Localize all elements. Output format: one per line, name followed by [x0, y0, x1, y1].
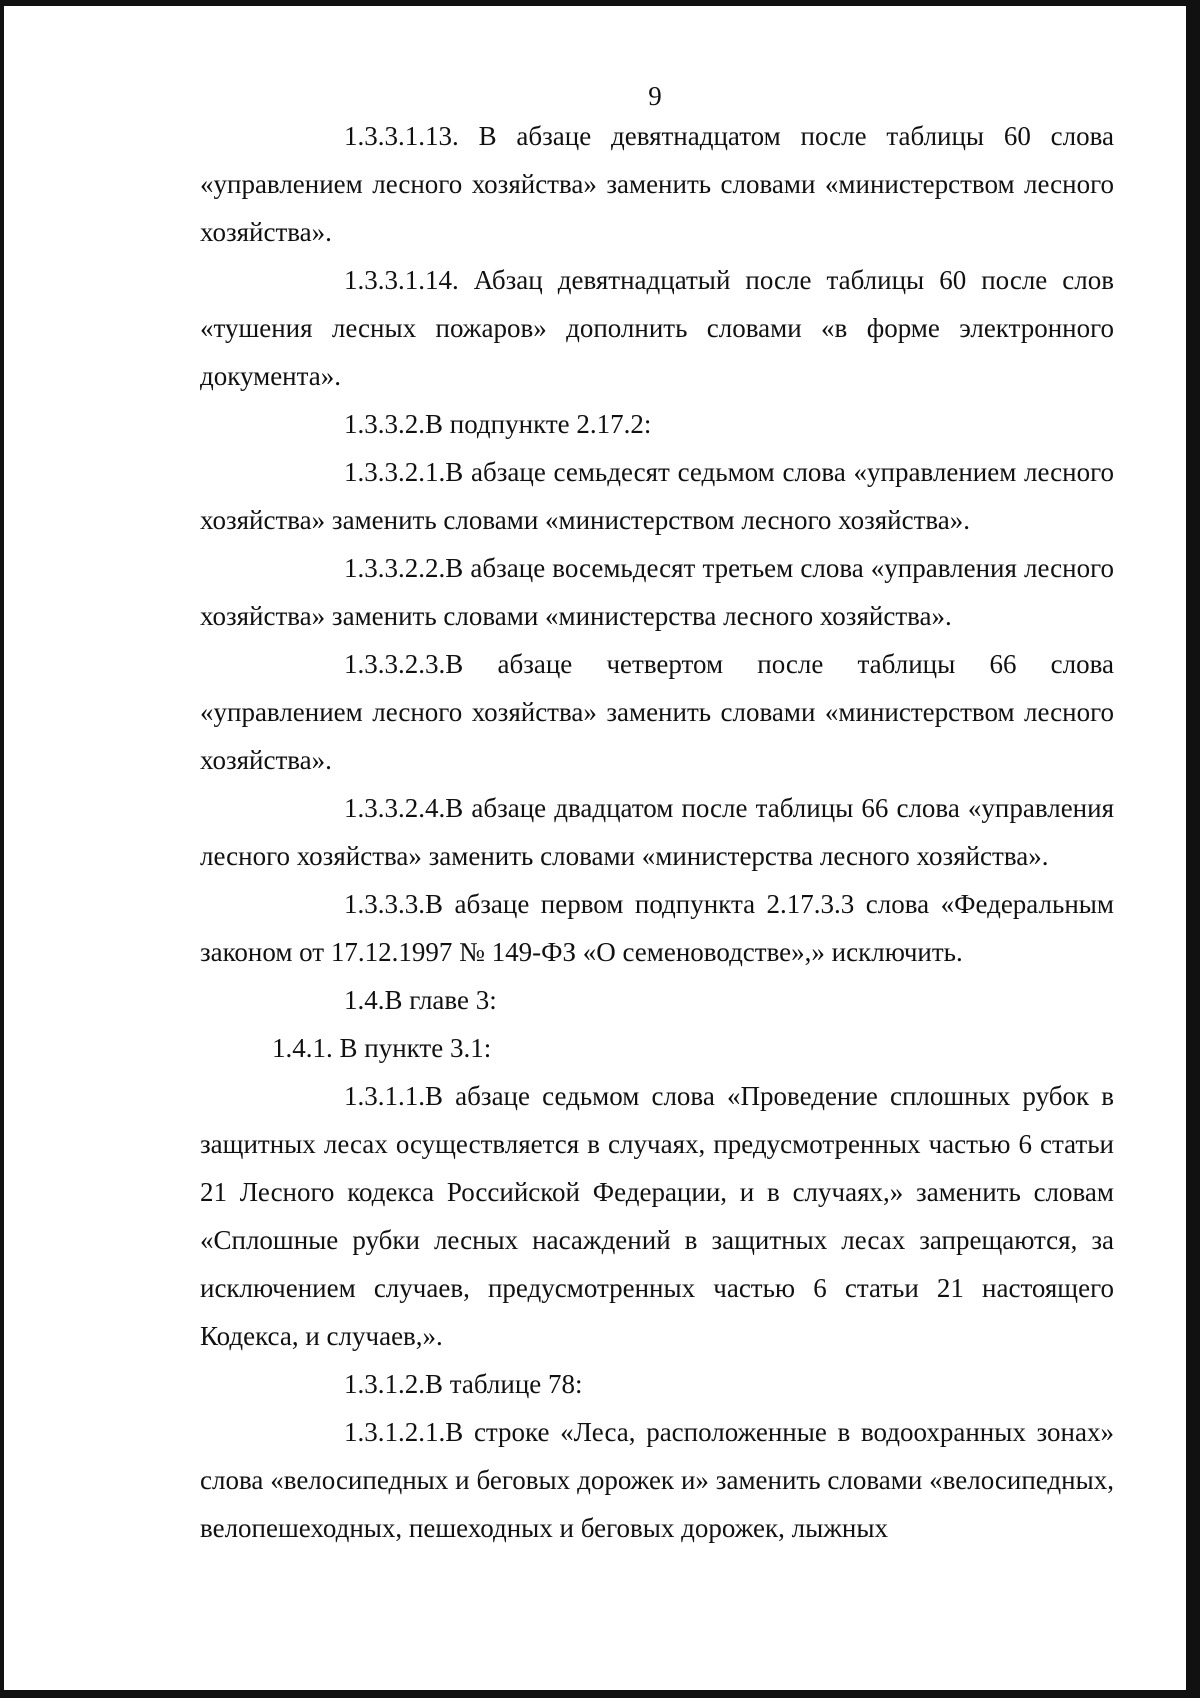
paragraph-2	[200, 256, 1114, 400]
paragraph-text: В таблице 78:	[425, 1369, 583, 1399]
paragraph-number: 1.3.1.2.	[344, 1369, 425, 1399]
paragraph-text: В пункте 3.1:	[339, 1033, 492, 1063]
paragraph-11	[200, 1072, 1114, 1360]
paragraph-number: 1.3.3.2.4.	[344, 793, 446, 823]
paragraph-13	[200, 1408, 1114, 1552]
paragraph-number: 1.3.1.2.1.	[344, 1417, 446, 1447]
paragraph-text: Абзац девятнадцатый после таблицы 60 после слов «тушения лесных пожаров» дополнить словами «в форме электронного документа».	[200, 265, 1115, 391]
paragraph-number: 1.4.	[344, 985, 385, 1015]
paragraph-9	[200, 976, 1114, 1024]
paragraph-number: 1.3.3.2.1.	[344, 457, 446, 487]
page-number: 9	[648, 81, 662, 111]
paragraph-4	[200, 448, 1114, 544]
paragraph-5	[200, 544, 1114, 640]
paragraph-12	[200, 1360, 1114, 1408]
paragraph-6	[200, 640, 1114, 784]
paragraph-number: 1.3.3.2.2.	[344, 553, 446, 583]
paragraph-text: В абзаце восемьдесят третьем слова «управления лесного хозяйства» заменить словами «министерства лесного хозяйства».	[200, 553, 1114, 631]
paragraph-number: 1.3.3.2.3.	[344, 649, 446, 679]
paragraph-number: 1.3.3.1.13.	[344, 121, 459, 151]
paragraph-text: В абзаце четвертом после таблицы 66 слова «управлением лесного хозяйства» заменить словами «министерством лесного хозяйства».	[200, 649, 1114, 775]
paragraph-text: В абзаце девятнадцатом после таблицы 60 слова «управлением лесного хозяйства» заменить словами «министерством лесного хозяйства».	[200, 121, 1115, 247]
paragraph-text: В абзаце седьмом слова «Проведение сплошных рубок в защитных лесах осуществляется в случаях, предусмотренных частью 6 статьи 21 Лесного кодекса Российской Федерации, и в случаях,» заменить словам «Сплошные рубки лесных насаждений в защитных лесах запрещаются, за исключением случаев, предусмотренных частью 6 статьи 21 настоящего Кодекса, и случаев,».	[200, 1081, 1114, 1351]
paragraph-number: 1.3.3.2.	[344, 409, 425, 439]
paragraph-text: В абзаце семьдесят седьмом слова «управлением лесного хозяйства» заменить словами «министерством лесного хозяйства».	[200, 457, 1114, 535]
paragraph-10	[200, 1024, 1114, 1072]
paragraph-7	[200, 784, 1114, 880]
paragraph-number: 1.4.1.	[272, 1033, 333, 1063]
paragraph-text: В подпункте 2.17.2:	[425, 409, 652, 439]
paragraph-8	[200, 880, 1114, 976]
paragraph-number: 1.3.3.1.14.	[344, 265, 459, 295]
paragraph-3	[200, 400, 1114, 448]
paragraph-text: В абзаце первом подпункта 2.17.3.3 слова «Федеральным законом от 17.12.1997 № 149-ФЗ «О семеноводстве»,» исключить.	[200, 889, 1114, 967]
paragraph-number: 1.3.1.1.	[344, 1081, 425, 1111]
paragraph-text: В строке «Леса, расположенные в водоохранных зонах» слова «велосипедных и беговых дорожек и» заменить словами «велосипедных, велопешеходных, пешеходных и беговых дорожек, лыжных	[200, 1417, 1114, 1543]
paragraph-number: 1.3.3.3.	[344, 889, 425, 919]
paragraph-1	[200, 112, 1114, 256]
document-body	[200, 112, 1114, 1552]
paragraph-text: В главе 3:	[384, 985, 497, 1015]
paragraph-text: В абзаце двадцатом после таблицы 66 слова «управления лесного хозяйства» заменить словами «министерства лесного хозяйства».	[200, 793, 1114, 871]
